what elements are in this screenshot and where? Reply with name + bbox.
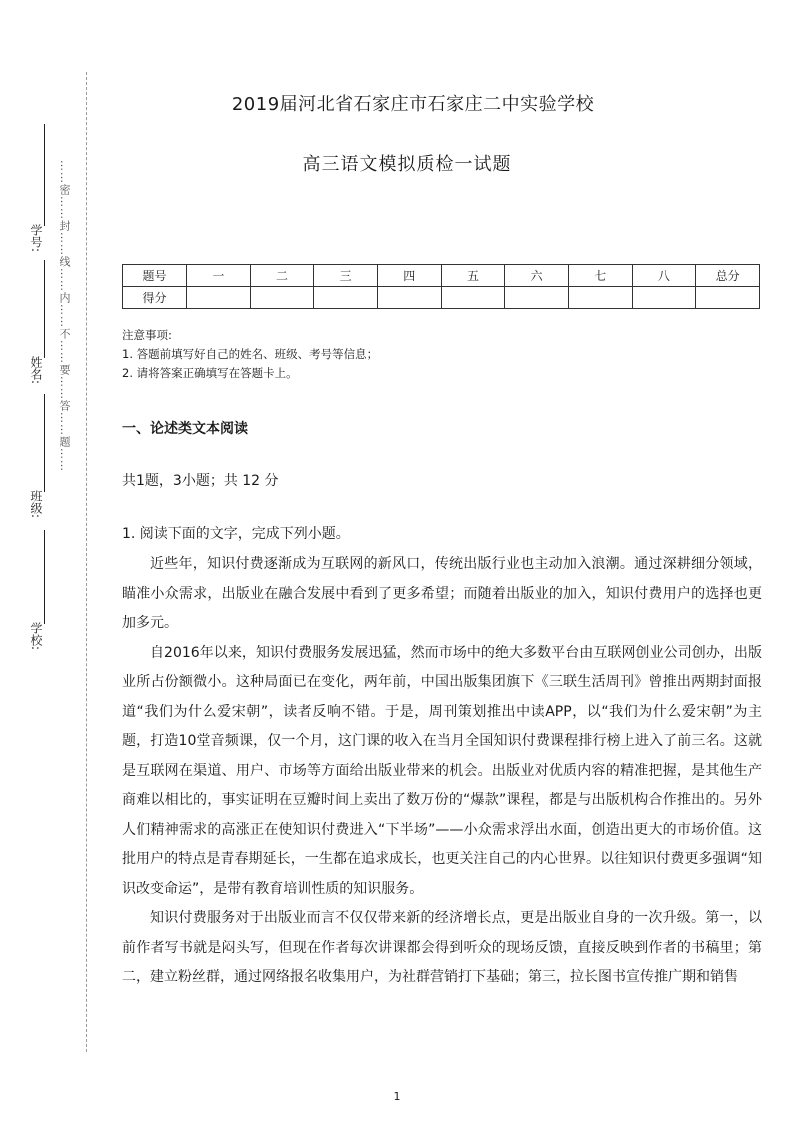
section-heading: 一、论述类文本阅读 xyxy=(122,421,248,437)
class-field xyxy=(22,392,52,518)
score-cell xyxy=(377,287,441,309)
score-table xyxy=(122,264,760,309)
reading-passage xyxy=(122,550,762,993)
exam-title: 2019届河北省石家庄市石家庄二中实验学校 xyxy=(231,94,595,115)
score-cell xyxy=(441,287,505,309)
header-cell: 五 xyxy=(441,265,505,287)
score-cell xyxy=(314,287,378,309)
student-id-field xyxy=(22,122,52,252)
section-count: 共1题，3小题；共 12 分 xyxy=(122,473,279,489)
page-number: 1 xyxy=(393,1090,401,1103)
school-field xyxy=(22,528,52,650)
question-prompt: 1. 阅读下面的文字，完成下列小题。 xyxy=(122,526,350,542)
score-cell xyxy=(632,287,696,309)
score-cell xyxy=(250,287,314,309)
score-cell xyxy=(568,287,632,309)
notes-heading: 注意事项: xyxy=(122,328,172,342)
score-cell xyxy=(187,287,251,309)
score-row-label: 得分 xyxy=(123,287,187,309)
class-line xyxy=(44,394,45,492)
header-cell: 总分 xyxy=(696,265,760,287)
passage-paragraph: 知识付费服务对于出版业而言不仅仅带来新的经济增长点，更是出版业自身的一次升级。第一，以前作者写书就是闷头写，但现在作者每次讲课都会得到听众的现场反馈，直接反映到作者的书稿里；第二，建立粉丝群，通过网络报名收集用户，为社群营销打下基础；第三，拉长图书宣传推广期和销售 xyxy=(122,910,762,985)
header-cell: 八 xyxy=(632,265,696,287)
header-cell: 三 xyxy=(314,265,378,287)
school-label: 学校: xyxy=(29,621,43,650)
name-line xyxy=(44,260,45,358)
name-field xyxy=(22,258,52,384)
header-cell: 六 xyxy=(505,265,569,287)
exam-notes xyxy=(122,326,378,383)
binding-line xyxy=(86,72,87,1052)
notes-item: 1. 答题前填写好自己的姓名、班级、考号等信息； xyxy=(122,347,379,361)
exam-subtitle: 高三语文模拟质检一试题 xyxy=(302,154,512,175)
score-table-header-row xyxy=(123,265,760,287)
score-cell xyxy=(505,287,569,309)
passage-paragraph: 近些年，知识付费逐渐成为互联网的新风口，传统出版行业也主动加入浪潮。通过深耕细分领域，瞄准小众需求，出版业在融合发展中看到了更多希望；而随着出版业的加入，知识付费用户的选择也更加多元。 xyxy=(122,556,762,631)
score-cell xyxy=(696,287,760,309)
header-cell: 二 xyxy=(250,265,314,287)
score-table-score-row xyxy=(123,287,760,309)
passage-paragraph: 自2016年以来，知识付费服务发展迅猛，然而市场中的绝大多数平台由互联网创业公司创办，出版业所占份额微小。这种局面已在变化，两年前，中国出版集团旗下《三联生活周刊》曾推出两期封面报道“我们为什么爱宋朝”，读者反响不错。于是，周刊策划推出中读APP，以“我们为什么爱宋朝”为主题，打造10堂音频课，仅一个月，这门课的收入在当月全国知识付费课程排行榜上进入了前三名。这就是互联网在渠道、用户、市场等方面给出版业带来的机会。出版业对优质内容的精准把握，是其他生产商难以相比的，事实证明在豆瓣时间上卖出了数万份的“爆款”课程，都是与出版机构合作推出的。另外人们精神需求的高涨正在使知识付费进入“下半场”——小众需求浮出水面，创造出更大的市场价值。这批用户的特点是青春期延长，一生都在追求成长，也更关注自己的内心世界。以往知识付费更多强调“知识改变命运”，是带有教育培训性质的知识服务。 xyxy=(122,644,762,897)
seal-line-text: ……密……封……线……内……不……要……答……题…… xyxy=(58,160,71,472)
school-line xyxy=(44,530,45,624)
notes-item: 2. 请将答案正确填写在答题卡上。 xyxy=(122,366,298,380)
header-cell: 四 xyxy=(377,265,441,287)
student-id-label: 学号: xyxy=(29,223,43,252)
header-cell: 一 xyxy=(187,265,251,287)
header-cell: 七 xyxy=(568,265,632,287)
header-cell: 题号 xyxy=(123,265,187,287)
name-label: 姓名: xyxy=(29,355,43,384)
class-label: 班级: xyxy=(29,489,43,518)
